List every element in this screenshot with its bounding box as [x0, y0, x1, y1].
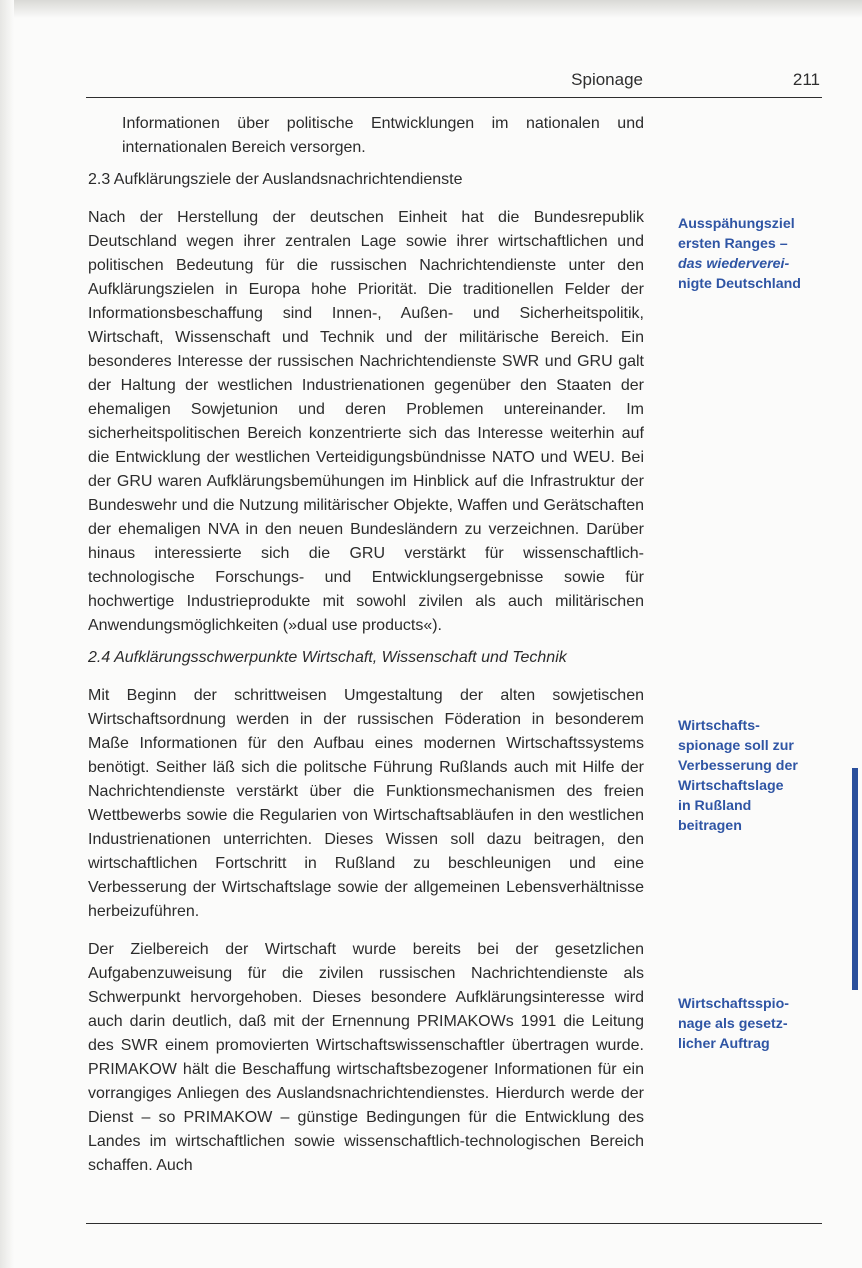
margin-note-line: Wirtschaftsspio-	[678, 996, 790, 1012]
paragraph-2-4-second: Der Zielbereich der Wirtschaft wurde bereits bei der gesetzlichen Aufgabenzuweisung für die zivilen russischen Nachrichtendienste als Schwerpunkt hervorgehoben. Dieses besondere Aufklärungsinteresse wird auch darin deutlich, daß mit der Ernennung PRIMAKOWs 1991 die Leitung des SWR einem promovierten Wirtschaftswissenschaftler übertragen wurde. PRIMAKOW hält die Beschaffung wirtschaftsbezogener Informationen für ein vorrangiges Anliegen des Auslandsnachrichtendienstes. Hierdurch werde der Dienst – so PRIMAKOW – günstige Bedingungen für die Entwicklung des Landes im wirtschaftlichen sowie wissenschaftlich-technologischen Bereich schaffen. Auch	[88, 941, 644, 1174]
margin-note-line: licher Auftrag	[678, 1036, 770, 1052]
margin-note-line: Verbesserung der	[678, 758, 798, 774]
paragraph-2-4-first: Mit Beginn der schrittweisen Umgestaltung der alten sowjetischen Wirtschaftsordnung werden in der russischen Föderation in besonderem Maße Informationen für den Aufbau eines modernen Wirtschaftssystems benötigt. Seither läß sich die politsche Führung Rußlands auch mit Hilfe der Nachrichtendienste verstärkt über die Funktionsmechanismen des freien Wettbewerbs sowie die Regularien von Wirtschaftsabläufen in den westlichen Industrienationen unterrichten. Dieses Wissen soll dazu beitragen, den wirtschaftlichen Fortschritt in Rußland zu beschleunigen und eine Verbesserung der Wirtschaftslage sowie der allgemeinen Lebensverhältnisse herbeizuführen.	[88, 687, 644, 920]
margin-note-line: beitragen	[678, 818, 742, 834]
margin-note-line: ersten Ranges –	[678, 236, 788, 252]
margin-note-line: nage als gesetz-	[678, 1016, 788, 1032]
margin-note-line: Wirtschafts-	[678, 718, 760, 734]
margin-note-line: das wiederverei-	[678, 256, 790, 272]
chapter-marker-bar	[852, 768, 858, 990]
header-rule	[86, 97, 822, 98]
page-left-shadow	[0, 0, 14, 1268]
margin-note-economic-espionage	[678, 716, 828, 836]
continued-paragraph: Informationen über politische Entwicklungen im nationalen und internationalen Bereich versorgen.	[122, 115, 644, 156]
section-heading-2-3: 2.3 Aufklärungsziele der Auslandsnachrichtendienste	[88, 171, 463, 188]
paragraph-2-3: Nach der Herstellung der deutschen Einheit hat die Bundesrepublik Deutschland wegen ihrer zentralen Lage sowie ihrer wirtschaftlichen und politischen Bedeutung für die russischen Nachrichtendienste unter den Aufklärungszielen in Europa hohe Priorität. Die traditionellen Felder der Informationsbeschaffung sind Innen-, Außen- und Sicherheitspolitik, Wirtschaft, Wissenschaft und Technik und der militärische Bereich. Ein besonderes Interesse der russischen Nachrichtendienste SWR und GRU galt der Haltung der westlichen Industrienationen gegenüber den Staaten der ehemaligen Sowjetunion und deren Problemen untereinander. Im sicherheitspolitischen Bereich konzentrierte sich das Interesse weiterhin auf die Entwicklung der westlichen Verteidigungsbündnisse NATO und WEU. Bei der GRU waren Aufklärungsbemühungen im Hinblick auf die Infrastruktur der Bundeswehr und die Nutzung militärischer Objekte, Waffen und Gerätschaften der ehemaligen NVA in den neuen Bundesländern zu verzeichnen. Darüber hinaus interessierte sich die GRU verstärkt für wissenschaftlich-technologische Forschungs- und Entwicklungsergebnisse sowie für hochwertige Industrieprodukte mit sowohl zivilen als auch militärischen Anwendungsmöglichkeiten (»dual use products«).	[88, 209, 644, 634]
margin-note-line: Ausspähungsziel	[678, 216, 795, 232]
margin-note-line: Wirtschaftslage	[678, 778, 784, 794]
body-text	[88, 112, 644, 1178]
page-number: 211	[792, 70, 820, 89]
margin-note-legal-mandate	[678, 994, 828, 1054]
footer-rule	[86, 1223, 822, 1224]
margin-note-line: nigte Deutschland	[678, 276, 801, 292]
section-heading-2-4: 2.4 Aufklärungsschwerpunkte Wirtschaft, Wissenschaft und Technik	[88, 649, 567, 666]
running-title: Spionage	[571, 70, 643, 89]
page-top-shadow	[0, 0, 862, 18]
margin-note-line: in Rußland	[678, 798, 752, 814]
margin-note-line: spionage soll zur	[678, 738, 794, 754]
margin-note-germany	[678, 214, 828, 294]
